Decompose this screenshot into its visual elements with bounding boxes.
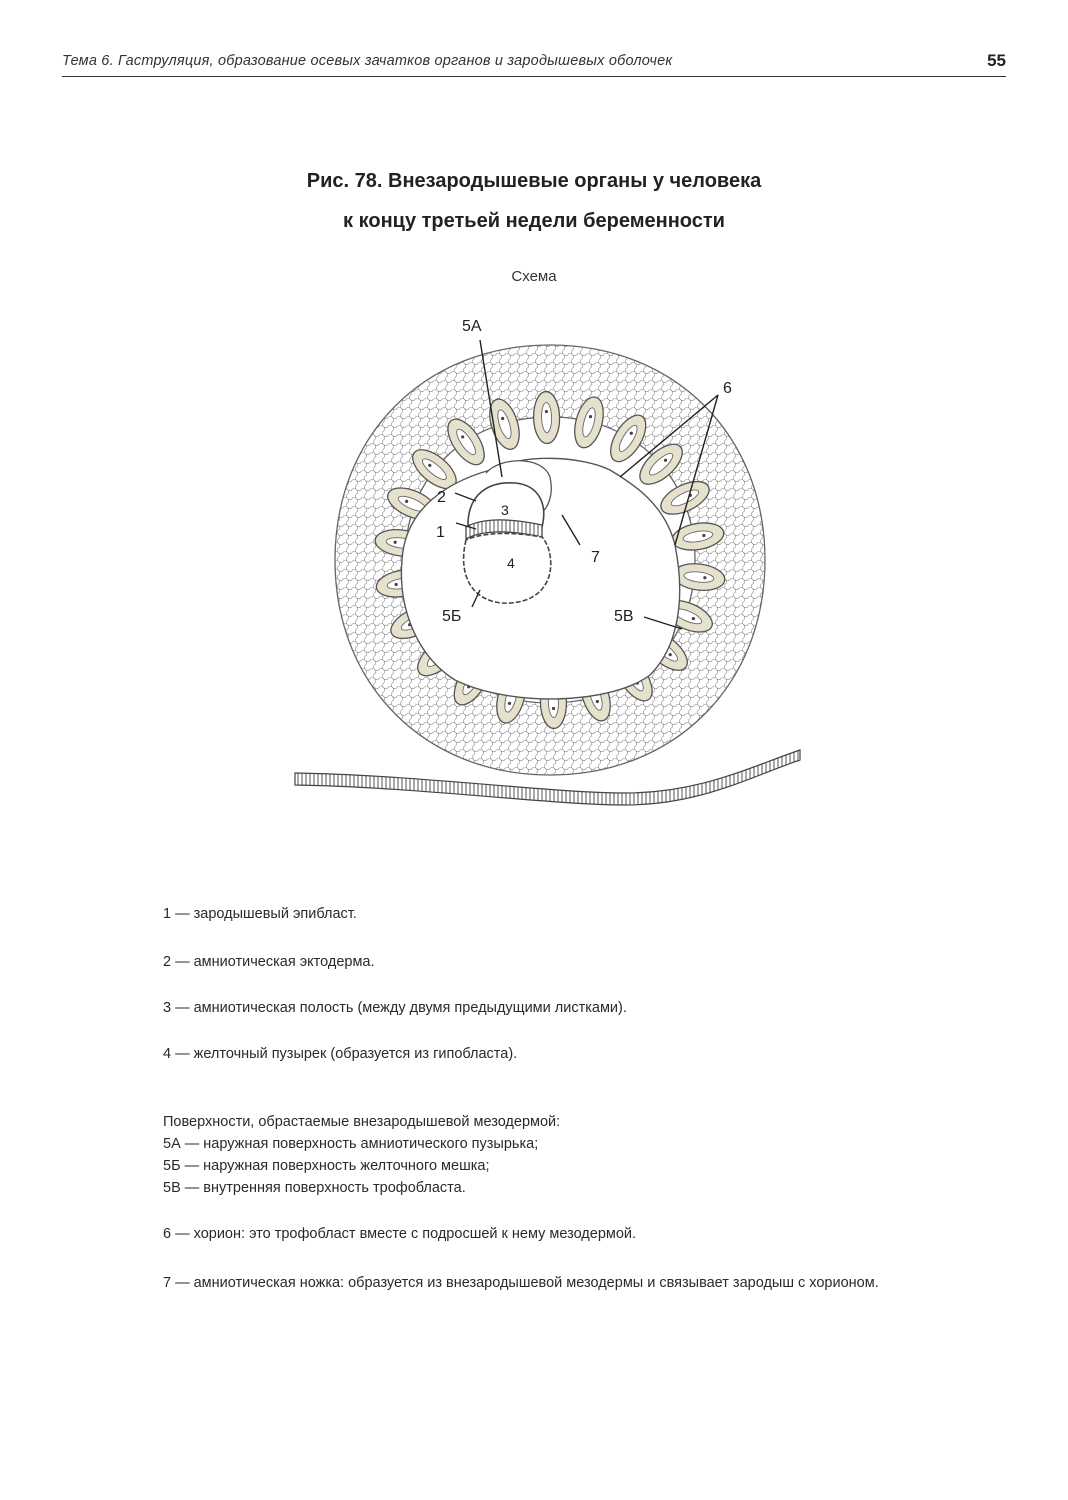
legend-item-3: 3 — амниотическая полость (между двумя предыдущими листками). [163,1000,627,1016]
legend-surfaces-heading: Поверхности, обрастаемые внезародышевой мезодермой: [163,1114,561,1130]
figure-title-line2: к концу третьей недели беременности [343,210,725,232]
legend-item-6: 6 — хорион: это трофобласт вместе с подросшей к нему мезодермой. [163,1226,637,1242]
label-5b: 5Б [442,608,462,625]
villus-nucleus [596,700,599,703]
villus-core [541,402,552,432]
villus-nucleus [394,541,397,544]
legend-item-4: 4 — желточный пузырек (образуется из гипобласта). [163,1046,518,1062]
villus-nucleus [501,417,504,420]
label-2: 2 [437,489,446,506]
legend-item-7: 7 — амниотическая ножка: образуется из внезародышевой мезодермы и связывает зародыш с хорионом. [163,1275,879,1291]
label-6: 6 [723,380,732,397]
figure-subtitle: Схема [511,268,557,285]
legend-item-5v: 5В — внутренняя поверхность трофобласта. [163,1180,466,1196]
villus-nucleus [428,464,431,467]
legend-item-1: 1 — зародышевый эпибласт. [163,906,357,922]
villus-nucleus [589,415,592,418]
page-header [62,50,1006,77]
header-title: Тема 6. Гаструляция, образование осевых зачатков органов и зародышевых оболочек [62,53,673,69]
figure-title-line1: Рис. 78. Внезародышевые органы у человека [306,170,762,192]
villus-nucleus [630,432,633,435]
embryo-diagram [280,305,820,830]
villus-nucleus [508,702,511,705]
villus-nucleus [461,435,464,438]
villus-nucleus [702,534,705,537]
label-3: 3 [501,502,509,518]
label-5a: 5А [462,318,482,335]
legend-item-5b: 5Б — наружная поверхность желточного мешка; [163,1158,490,1174]
label-4: 4 [507,555,515,571]
legend-item-5a: 5А — наружная поверхность амниотического пузырька; [163,1136,539,1152]
villus-nucleus [664,459,667,462]
villus-nucleus [703,576,706,579]
villus-nucleus [552,707,555,710]
label-1: 1 [436,524,445,541]
villus-nucleus [669,653,672,656]
legend-item-2: 2 — амниотическая эктодерма. [163,954,375,970]
villus-nucleus [692,617,695,620]
villus-nucleus [405,500,408,503]
label-5v: 5В [614,608,634,625]
villus-nucleus [395,583,398,586]
label-7: 7 [591,549,600,566]
villus-nucleus [545,410,548,413]
page-number: 55 [987,51,1006,70]
